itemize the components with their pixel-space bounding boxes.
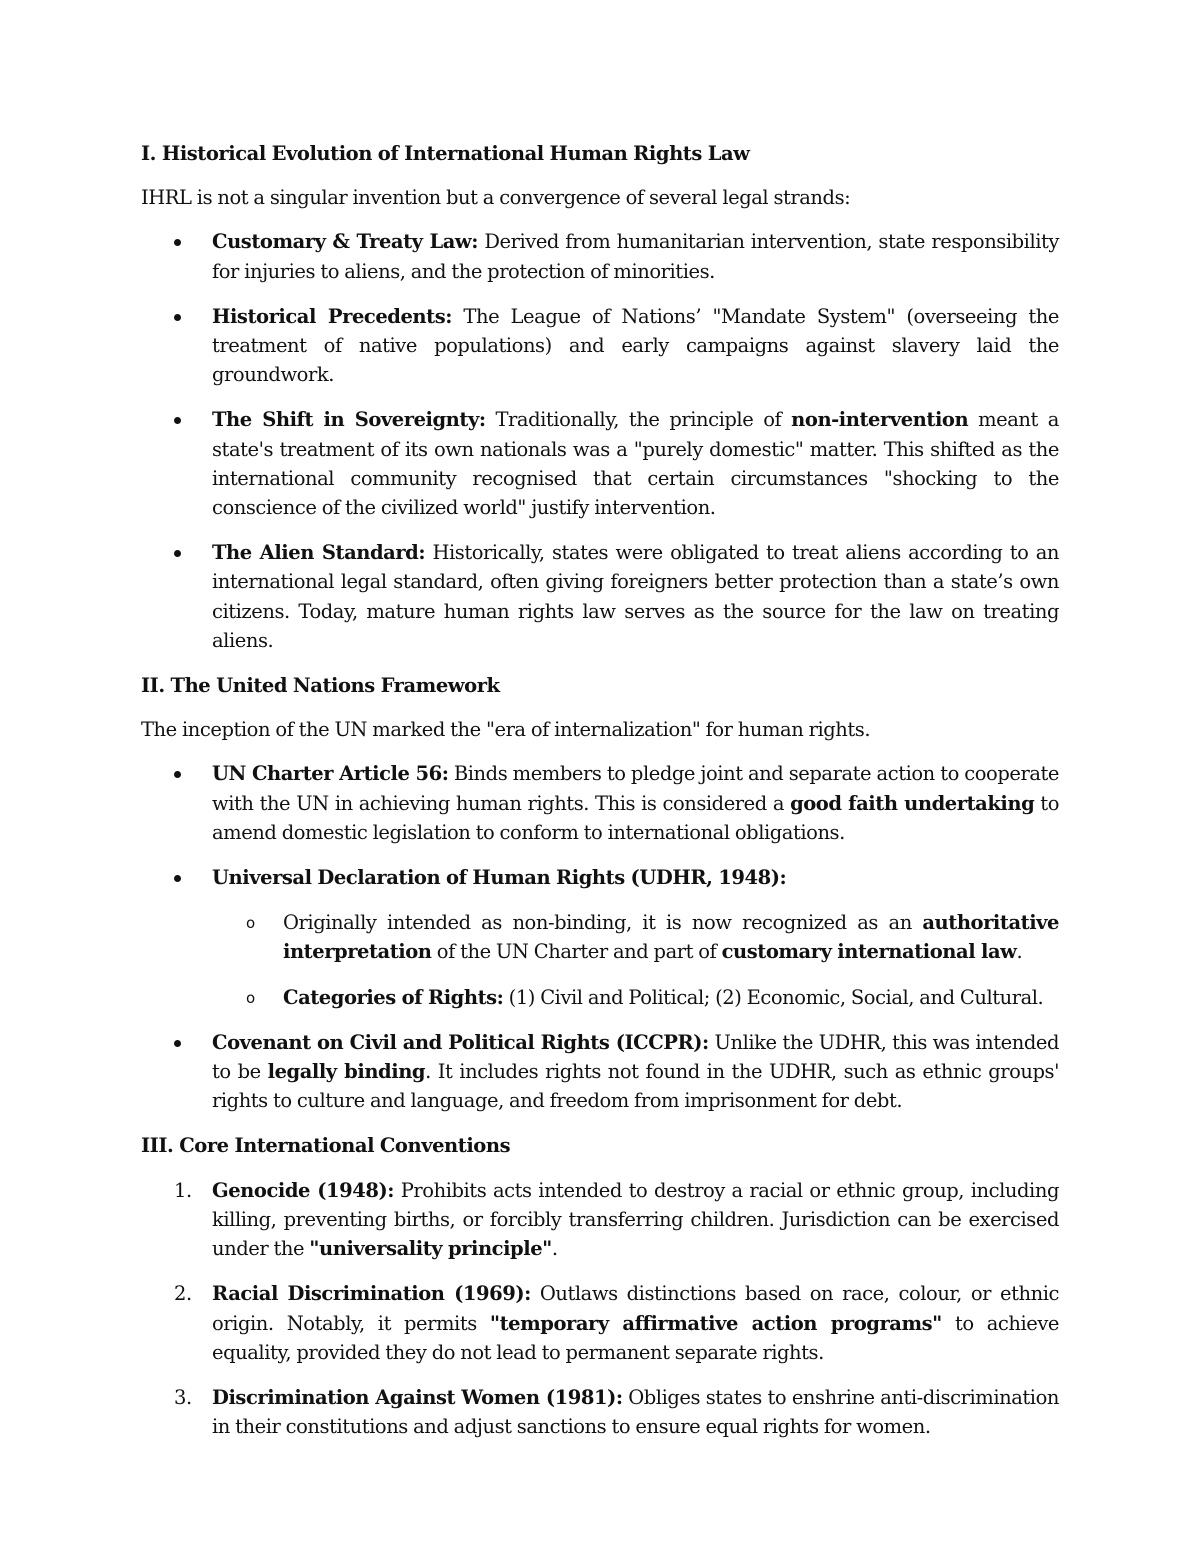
bullet-icon (174, 1040, 181, 1047)
list-item (141, 759, 1059, 847)
item-label: Racial Discrimination (1969): (212, 1282, 531, 1306)
item-label: Covenant on Civil and Political Rights (ICCPR): (212, 1030, 709, 1054)
list-item (141, 538, 1059, 655)
item-label: The Shift in Sovereignty: (212, 408, 486, 432)
item-text: to achieve equality, provided they do not lead to permanent separate rights. (212, 1311, 1060, 1364)
item-emphasis: "temporary affirmative action programs" (489, 1311, 942, 1335)
item-text: to amend domestic legislation to conform to international obligations. (212, 791, 1059, 844)
document-page (141, 139, 1059, 1457)
item-label: UN Charter Article 56: (212, 762, 449, 786)
bullet-icon (174, 550, 181, 557)
section-intro: IHRL is not a singular invention but a convergence of several legal strands: (141, 186, 851, 210)
section-heading: II. The United Nations Framework (141, 674, 500, 698)
item-text: Unlike the UDHR, this was intended to be (212, 1030, 1059, 1084)
item-text: meant a state's treatment of its own nationals was a "purely domestic" matter. This shifted as the international community recognised that certain circumstances "shocking to the conscience of the civilized world" justify intervention. (212, 408, 1059, 520)
list-item (141, 1028, 1059, 1116)
list-item (141, 1176, 1059, 1264)
item-emphasis: good faith undertaking (790, 791, 1035, 815)
bullet-icon (174, 239, 181, 246)
item-emphasis: customary international law (721, 940, 1017, 964)
bullet-list (141, 227, 1059, 655)
item-number: 3. (174, 1385, 192, 1409)
bullet-icon (174, 417, 181, 424)
item-number: 2. (174, 1282, 192, 1306)
item-label: Historical Precedents: (212, 304, 452, 328)
list-item (141, 302, 1059, 390)
item-emphasis: legally binding (267, 1060, 426, 1084)
item-label: Customary & Treaty Law: (212, 230, 479, 254)
item-text: . (1016, 940, 1023, 964)
section-intro: The inception of the UN marked the "era of internalization" for human rights. (141, 718, 871, 742)
item-text: The League of Nations’ "Mandate System" (overseeing the treatment of native populations) and early campaigns against slavery laid the groundwork. (212, 304, 1059, 387)
item-text: of the UN Charter and part of (431, 940, 722, 964)
item-text: . It includes rights not found in the UDHR, such as ethnic groups' rights to culture and language, and freedom from imprisonment for debt. (212, 1060, 1059, 1113)
item-text: Obliges states to enshrine anti-discrimination in their constitutions and adjust sanctions to ensure equal rights for women. (212, 1385, 1059, 1439)
item-text: (1) Civil and Political; (2) Economic, Social, and Cultural. (503, 985, 1044, 1009)
bullet-icon (174, 771, 181, 778)
list-item (141, 1383, 1059, 1441)
item-label: Universal Declaration of Human Rights (UDHR, 1948): (212, 866, 787, 890)
list-item (141, 1279, 1059, 1367)
bullet-icon (174, 875, 181, 882)
list-item (141, 863, 1059, 1012)
item-emphasis: "universality principle" (309, 1237, 552, 1261)
hollow-bullet-icon: o (246, 988, 255, 1007)
item-number: 1. (174, 1178, 192, 1202)
item-text: Prohibits acts intended to destroy a racial or ethnic group, including killing, preventing births, or forcibly transferring children. Jurisdiction can be exercised under the (212, 1178, 1059, 1261)
item-emphasis: non-intervention (791, 408, 969, 432)
section-heading: I. Historical Evolution of International Human Rights Law (141, 142, 750, 165)
bullet-list (141, 759, 1059, 1115)
section-heading: III. Core International Conventions (141, 1134, 511, 1158)
item-text: Traditionally, the principle of (485, 408, 792, 432)
hollow-bullet-icon: o (246, 914, 255, 933)
item-text: . (551, 1237, 558, 1261)
bullet-icon (174, 314, 181, 321)
list-item (141, 227, 1059, 285)
item-label: Categories of Rights: (283, 985, 504, 1009)
sub-list (212, 908, 1059, 1012)
item-text: Binds members to pledge joint and separate action to cooperate with the UN in achieving human rights. This is considered a (212, 762, 1059, 815)
item-label: Genocide (1948): (212, 1178, 395, 1202)
item-label: Discrimination Against Women (1981): (212, 1385, 623, 1409)
sub-list-item (212, 908, 1059, 966)
item-emphasis: authoritative interpretation (283, 911, 1059, 964)
item-text: Outlaws distinctions based on race, colour, or ethnic origin. Notably, it permits (212, 1282, 1059, 1335)
list-item (141, 405, 1059, 522)
item-label: The Alien Standard: (212, 541, 426, 565)
numbered-list (141, 1176, 1059, 1442)
item-text: Derived from humanitarian intervention, state responsibility for injuries to aliens, and the protection of minorities. (212, 230, 1059, 283)
sub-list-item (212, 983, 1059, 1012)
item-text: Originally intended as non-binding, it is now recognized as an (283, 911, 923, 935)
item-text: Historically, states were obligated to treat aliens according to an international legal standard, often giving foreigners better protection than a state’s own citizens. Today, mature human rights law serves as the source for the law on treating aliens. (212, 541, 1059, 652)
